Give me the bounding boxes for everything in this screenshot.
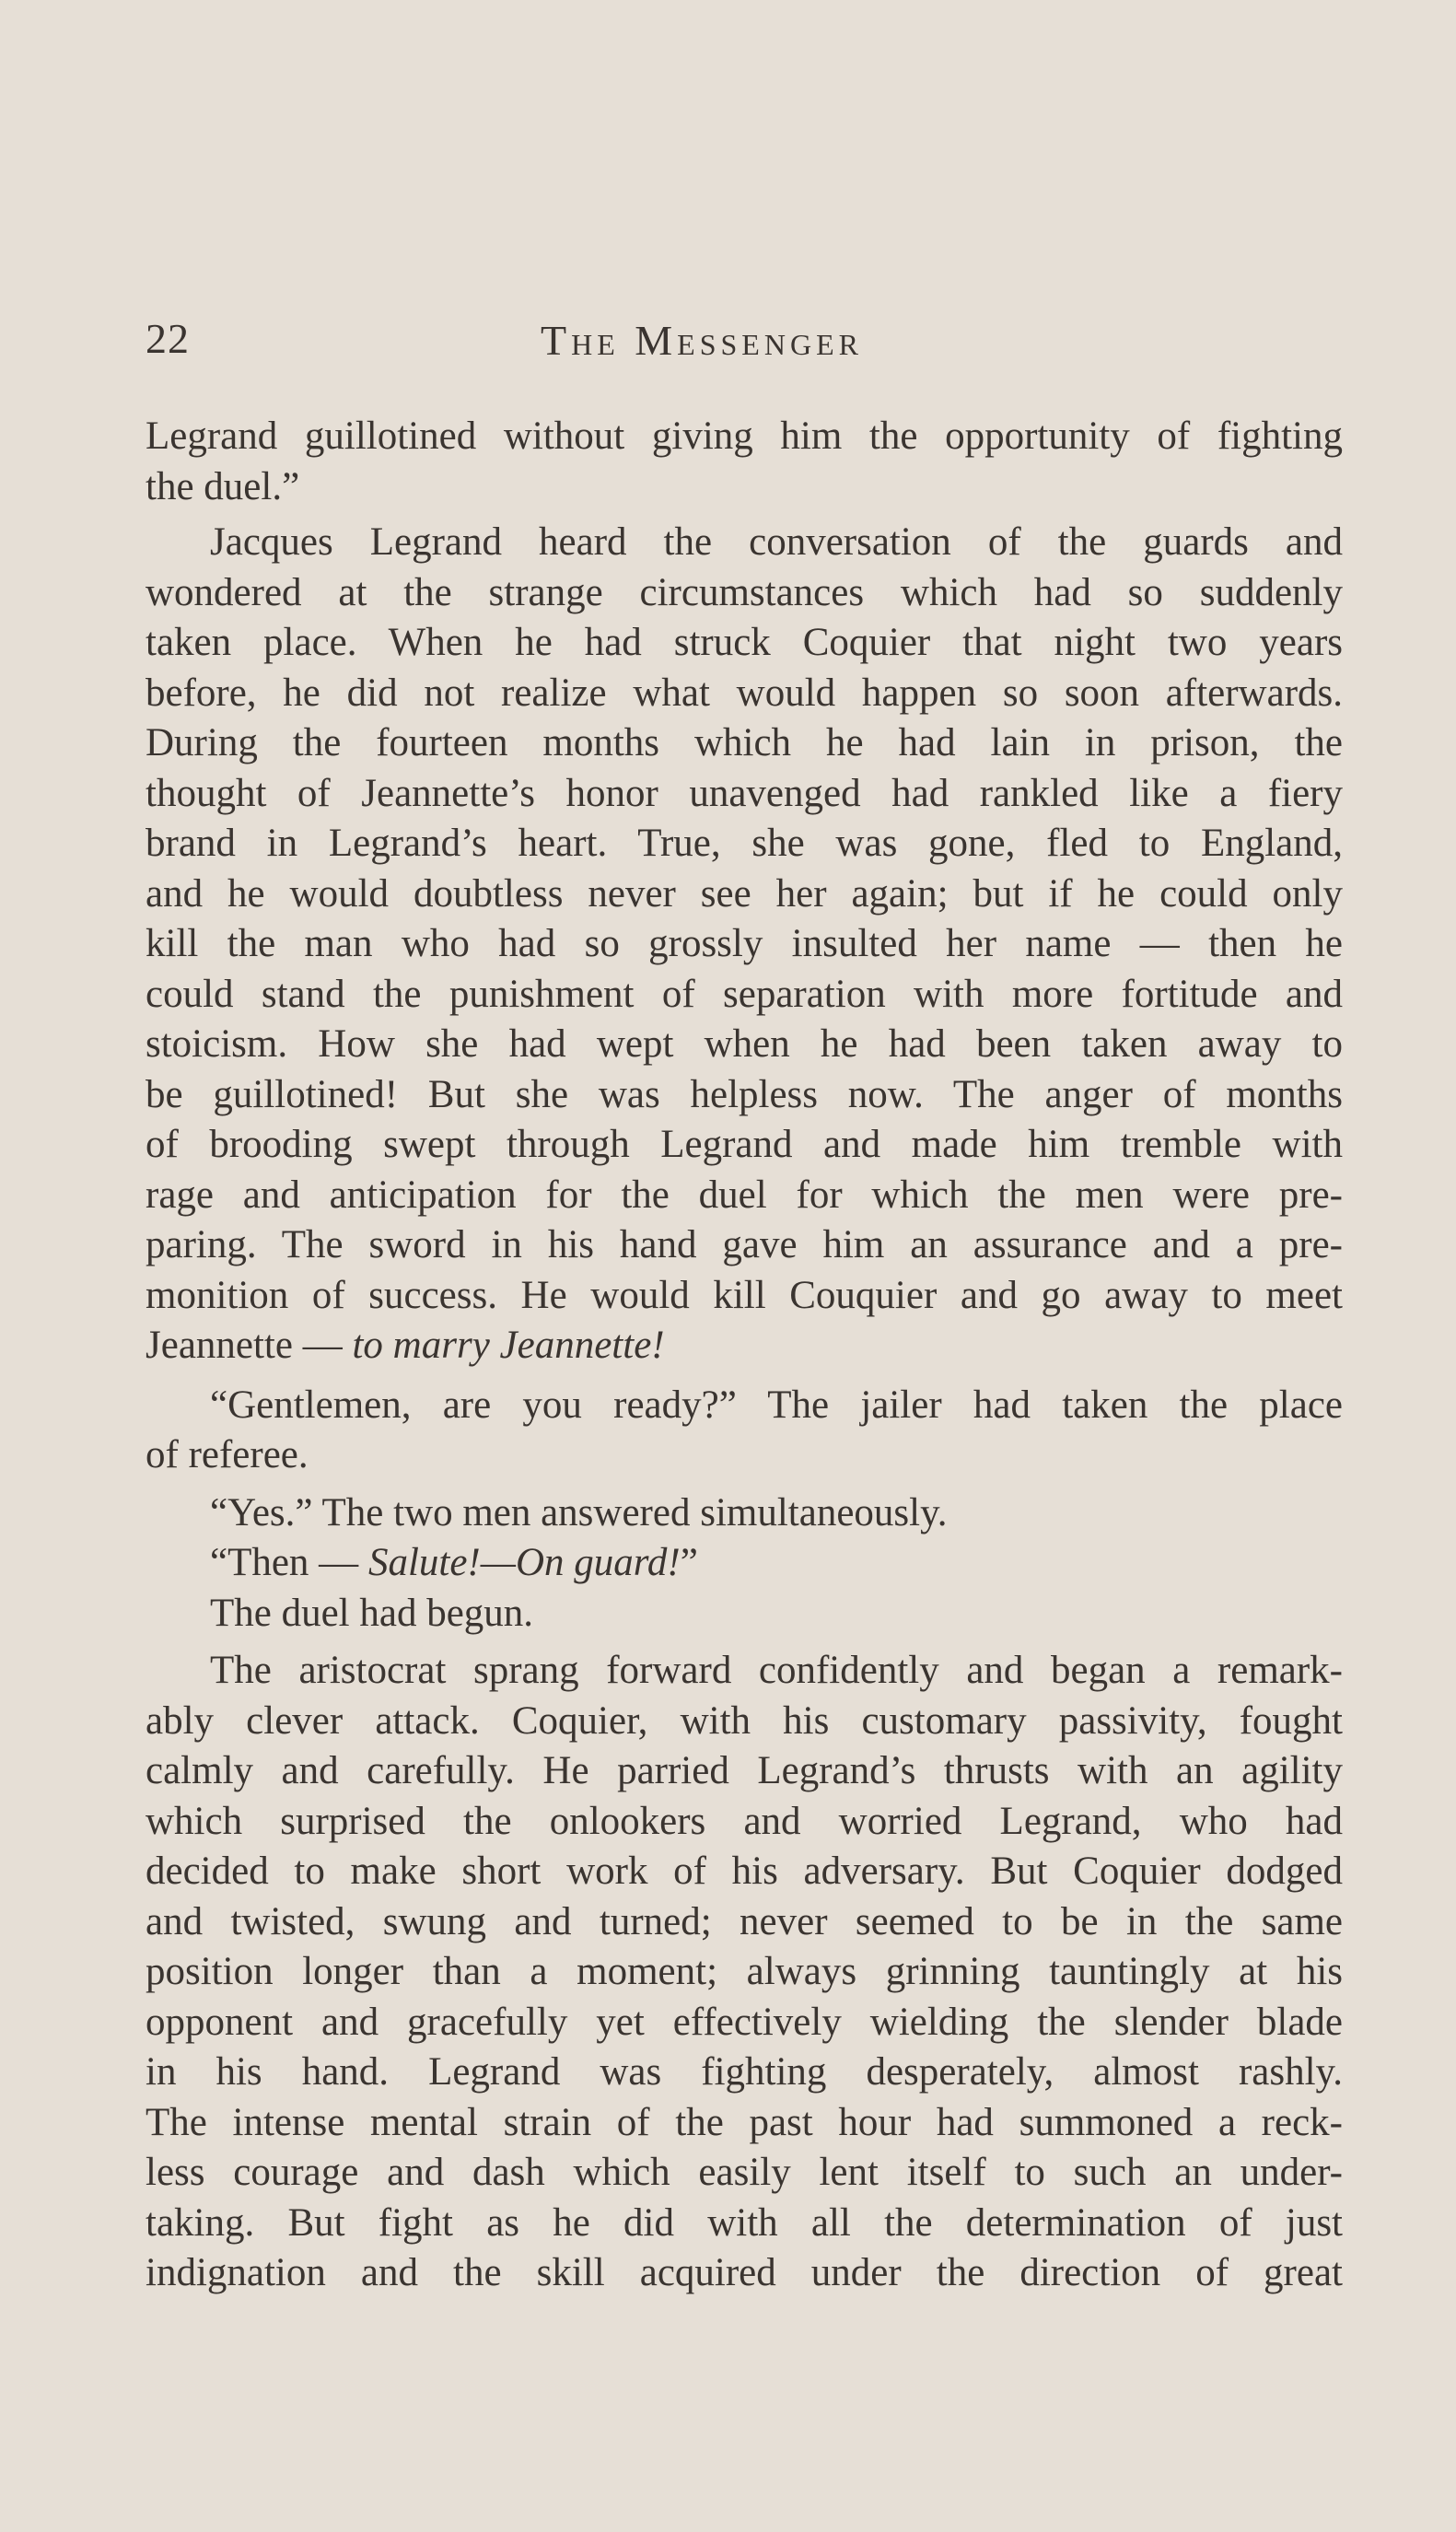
- text-line: rage and anticipation for the duel for which the men were pre-: [146, 1173, 1343, 1217]
- text-line: paring. The sword in his hand gave him an assurance and a pre-: [146, 1223, 1343, 1266]
- text-line: [146, 1538, 1343, 1589]
- text-line: During the fourteen months which he had lain in prison, the: [146, 721, 1343, 764]
- text-line: and twisted, swung and turned; never seemed to be in the same: [146, 1899, 1343, 1943]
- text-line: before, he did not realize what would happen so soon afterwards.: [146, 671, 1343, 715]
- text-line: The intense mental strain of the past hour had summoned a reck-: [146, 2100, 1343, 2144]
- text-line: could stand the punishment of separation with more fortitude and: [146, 972, 1343, 1016]
- text-line: of referee.: [146, 1433, 309, 1476]
- text-line: stoicism. How she had wept when he had been taken away to: [146, 1022, 1343, 1066]
- text-span: “Then —: [210, 1541, 368, 1584]
- running-title: The Messenger: [541, 317, 863, 364]
- text-line: Legrand guillotined without giving him the opportunity of fighting: [146, 414, 1343, 458]
- italic-phrase: Salute!—On guard!: [367, 1541, 681, 1584]
- text-span: Jeannette —: [146, 1324, 353, 1367]
- page-number: 22: [146, 315, 190, 362]
- page-header: [146, 309, 1343, 382]
- text-line: in his hand. Legrand was fighting desperately, almost rashly.: [146, 2050, 1343, 2094]
- text-line: the duel.”: [146, 464, 300, 508]
- text-span: ”: [680, 1541, 698, 1584]
- text-line: brand in Legrand’s heart. True, she was gone, fled to England,: [146, 822, 1343, 865]
- text-line: position longer than a moment; always grinning tauntingly at his: [146, 1950, 1343, 1993]
- text-line: “Yes.” The two men answered simultaneously.: [210, 1490, 948, 1534]
- text-line: opponent and gracefully yet effectively wielding the slender blade: [146, 2000, 1343, 2044]
- text-line: which surprised the onlookers and worried Legrand, who had: [146, 1799, 1343, 1843]
- text-line: of brooding swept through Legrand and made him tremble with: [146, 1123, 1343, 1166]
- text-line: The duel had begun.: [210, 1591, 534, 1635]
- text-line: taking. But fight as he did with all the determination of just: [146, 2200, 1343, 2245]
- text-line: monition of success. He would kill Couquier and go away to meet: [146, 1273, 1343, 1317]
- text-line: and he would doubtless never see her again; but if he could only: [146, 871, 1343, 916]
- text-line: Jacques Legrand heard the conversation of the guards and: [210, 520, 1343, 564]
- text-line: ably clever attack. Coquier, with his customary passivity, fought: [146, 1698, 1343, 1743]
- text-line: thought of Jeannette’s honor unavenged had rankled like a fiery: [146, 771, 1343, 815]
- text-line: calmly and carefully. He parried Legrand’s thrusts with an agility: [146, 1749, 1343, 1792]
- text-line: “Gentlemen, are you ready?” The jailer had taken the place: [210, 1383, 1343, 1427]
- text-line: less courage and dash which easily lent itself to such an under-: [146, 2151, 1343, 2194]
- text-line: wondered at the strange circumstances which had so suddenly: [146, 570, 1343, 614]
- text-line: kill the man who had so grossly insulted her name — then he: [146, 922, 1343, 965]
- text-line: indignation and the skill acquired under the direction of great: [146, 2251, 1343, 2294]
- italic-phrase: to marry Jeannette!: [352, 1324, 665, 1367]
- text-line: be guillotined! But she was helpless now. The anger of months: [146, 1072, 1343, 1116]
- body-text: [146, 412, 1343, 2299]
- text-line: decided to make short work of his adversary. But Coquier dodged: [146, 1849, 1343, 1893]
- text-line: taken place. When he had struck Coquier that night two years: [146, 621, 1343, 664]
- text-line: The aristocrat sprang forward confidently and began a remark-: [210, 1649, 1343, 1692]
- text-line: [146, 1321, 1343, 1371]
